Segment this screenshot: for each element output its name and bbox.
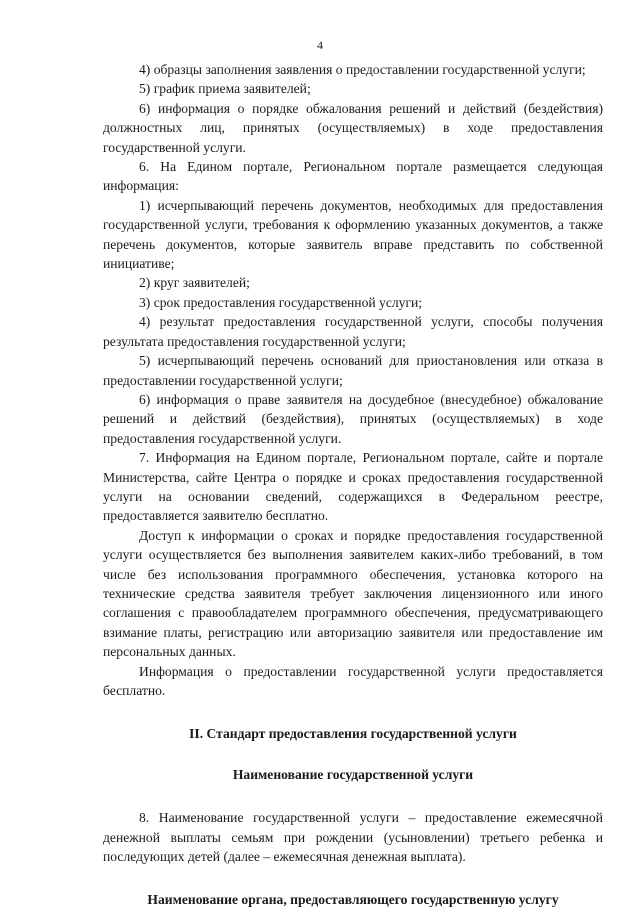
paragraph-access-info: Доступ к информации о сроках и порядке предоставления государственной услуги осуществляется без выполнения заявителем каких-либо требований, в том числе без использования программного обеспечения, установка которого на технические средства заявителя требует заключения лицензионного или иного соглашения с правообладателем программного обеспечения, предусматривающего взимание платы, регистрацию или авторизацию заявителя или предоставление им персональных данных. [103,527,603,660]
paragraph-portal-item-5: 5) исчерпывающий перечень оснований для приостановления или отказа в предоставлении государственной услуги; [103,353,603,388]
paragraph-free-info: Информация о предоставлении государственной услуги предоставляется бесплатно. [103,663,603,698]
paragraph-clause-8: 8. Наименование государственной услуги – предоставление ежемесячной денежной выплаты семьям при рождении (усыновлении) третьего ребенка и последующих детей (далее – ежемесячная денежная выплата). [103,810,603,865]
subheading-service-provider: Наименование органа, предоставляющего государственную услугу [147,892,559,908]
paragraph-item-4-samples: 4) образцы заполнения заявления о предоставлении государственной услуги; [139,62,586,77]
paragraph-clause-6: 6. На Едином портале, Региональном портале размещается следующая информация: [103,159,603,194]
paragraph-clause-7: 7. Информация на Едином портале, Региональном портале, сайте и портале Министерства, сайте Центра о порядке и сроках предоставления государственной услуги на основании сведений, содержащихся в Федеральном реестре, предоставляется заявителю бесплатно. [103,450,603,524]
document-body [103,60,603,910]
section-heading: II. Стандарт предоставления государственной услуги [189,726,517,742]
paragraph-portal-item-1: 1) исчерпывающий перечень документов, необходимых для предоставления государственной услуги, требования к оформлению указанных документов, а также перечень документов, которые заявитель вправе представить по собственной инициативе; [103,197,603,272]
paragraph-portal-item-6: 6) информация о праве заявителя на досудебное (внесудебное) обжалование решений и действий (бездействия), принятых (осуществляемых) в ходе предоставления государственной услуги. [103,391,603,446]
subheading-service-name: Наименование государственной услуги [232,766,474,782]
paragraph-portal-item-2: 2) круг заявителей; [139,275,250,291]
paragraph-item-6-appeal-info: 6) информация о порядке обжалования решений и действий (бездействия) должностных лиц, принятых (осуществляемых) в ходе предоставления государственной услуги. [103,100,603,155]
paragraph-portal-item-4: 4) результат предоставления государственной услуги, способы получения результата предоставления государственной услуги; [103,314,603,349]
paragraph-portal-item-3: 3) срок предоставления государственной услуги; [139,294,423,310]
paragraph-item-5-schedule: 5) график приема заявителей; [139,81,311,97]
page-number: 4 [317,38,323,52]
